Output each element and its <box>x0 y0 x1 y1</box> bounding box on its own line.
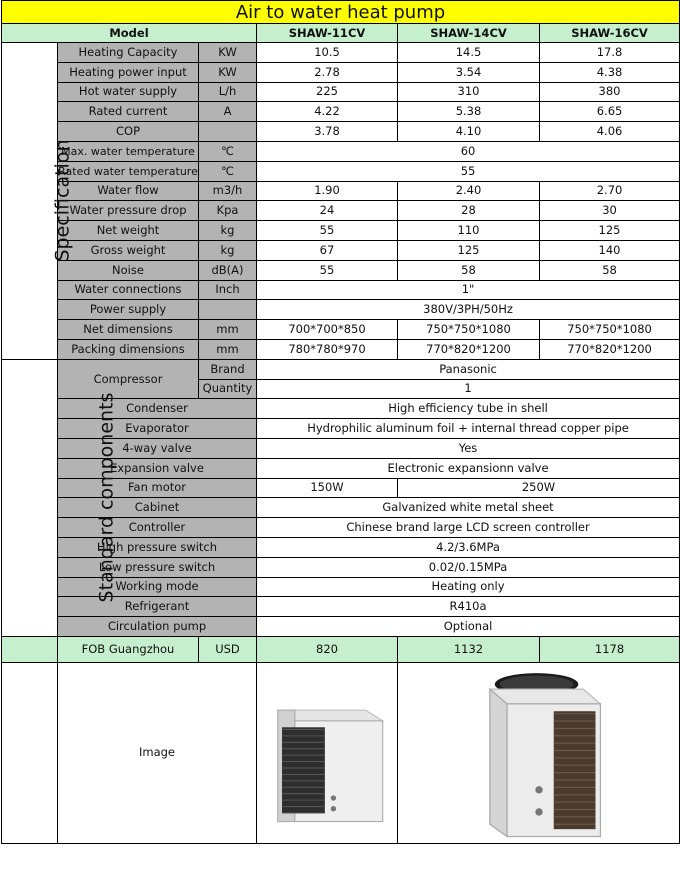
spec-value: 225 <box>257 82 398 102</box>
quantity-label: Quantity <box>199 379 257 399</box>
spec-name: Heating Capacity <box>58 43 199 63</box>
spec-name: Rated water temperature <box>58 161 199 181</box>
component-name: Evaporator <box>58 419 257 439</box>
spec-name: Max. water temperature <box>58 141 199 161</box>
spec-unit: KW <box>199 62 257 82</box>
spec-name: Packing dimensions <box>58 339 199 359</box>
component-name: Low pressure switch <box>58 557 257 577</box>
component-name: High pressure switch <box>58 537 257 557</box>
spec-row <box>2 43 680 63</box>
spec-unit: ℃ <box>199 141 257 161</box>
model-3-header: SHAW-16CV <box>540 24 680 43</box>
image-blank <box>2 662 58 843</box>
spec-value: 55 <box>257 221 398 241</box>
spec-name: Net weight <box>58 221 199 241</box>
spec-value: 28 <box>398 201 540 221</box>
fob-label: FOB Guangzhou <box>58 636 199 662</box>
spec-value: 4.38 <box>540 62 680 82</box>
spec-name: Power supply <box>58 300 199 320</box>
spec-name: Water pressure drop <box>58 201 199 221</box>
component-name: Refrigerant <box>58 597 257 617</box>
spec-value: 58 <box>398 260 540 280</box>
spec-value: 5.38 <box>398 102 540 122</box>
model-1-header: SHAW-11CV <box>257 24 398 43</box>
spec-value: 1.90 <box>257 181 398 201</box>
component-value-merged: 4.2/3.6MPa <box>257 537 680 557</box>
spec-unit: Inch <box>199 280 257 300</box>
heat-pump-unit-image <box>262 678 392 828</box>
spec-value: 6.65 <box>540 102 680 122</box>
fob-price: 820 <box>257 636 398 662</box>
component-value-merged: Galvanized white metal sheet <box>257 498 680 518</box>
spec-name: Water flow <box>58 181 199 201</box>
spec-unit: Kpa <box>199 201 257 221</box>
spec-unit: kg <box>199 240 257 260</box>
component-name: Working mode <box>58 577 257 597</box>
fob-price: 1132 <box>398 636 540 662</box>
fob-blank <box>2 636 58 662</box>
component-value-merged: 0.02/0.15MPa <box>257 557 680 577</box>
component-value-merged: High efficiency tube in shell <box>257 399 680 419</box>
spec-value: 700*700*850 <box>257 320 398 340</box>
spec-row <box>2 280 680 300</box>
spec-unit: L/h <box>199 82 257 102</box>
component-name: Circulation pump <box>58 617 257 637</box>
spec-value: 58 <box>540 260 680 280</box>
spec-value: 780*780*970 <box>257 339 398 359</box>
spec-value-merged: 60 <box>257 141 680 161</box>
component-name: Cabinet <box>58 498 257 518</box>
spec-name: Noise <box>58 260 199 280</box>
section-label-standard-components <box>2 359 118 636</box>
spec-row <box>2 161 680 181</box>
brand-value: Panasonic <box>257 359 680 379</box>
spec-value: 10.5 <box>257 43 398 63</box>
spec-row <box>2 201 680 221</box>
spec-row <box>2 82 680 102</box>
model-2-header: SHAW-14CV <box>398 24 540 43</box>
spec-row <box>2 181 680 201</box>
spec-name: COP <box>58 122 199 142</box>
spec-value: 30 <box>540 201 680 221</box>
component-value-merged: Heating only <box>257 577 680 597</box>
section-label-specification <box>2 43 74 360</box>
product-image-small <box>257 662 398 843</box>
spec-row <box>2 62 680 82</box>
component-value-merged: R410a <box>257 597 680 617</box>
spec-name: Water connections <box>58 280 199 300</box>
model-header: Model <box>2 24 257 43</box>
spec-unit: A <box>199 102 257 122</box>
spec-value: 4.10 <box>398 122 540 142</box>
page-title: Air to water heat pump <box>2 1 680 24</box>
component-name: 4-way valve <box>58 438 257 458</box>
image-label: Image <box>58 662 257 843</box>
spec-row <box>2 122 680 142</box>
spec-value: 125 <box>540 221 680 241</box>
component-name: Condenser <box>58 399 257 419</box>
spec-value: 750*750*1080 <box>398 320 540 340</box>
component-value: 250W <box>398 478 680 498</box>
component-value-merged: Chinese brand large LCD screen controller <box>257 518 680 538</box>
product-image-large <box>398 662 680 843</box>
spec-row <box>2 141 680 161</box>
spec-value: 310 <box>398 82 540 102</box>
spec-unit <box>199 122 257 142</box>
compressor-label: Compressor <box>58 359 199 399</box>
section-label-text: Standard components <box>95 392 118 603</box>
spec-value: 3.54 <box>398 62 540 82</box>
spec-name: Net dimensions <box>58 320 199 340</box>
spec-value-merged: 380V/3PH/50Hz <box>257 300 680 320</box>
section-label-text: Specification <box>51 139 74 262</box>
spec-value: 110 <box>398 221 540 241</box>
image-row <box>2 662 680 843</box>
spec-row <box>2 221 680 241</box>
component-name: Controller <box>58 518 257 538</box>
spec-value: 750*750*1080 <box>540 320 680 340</box>
spec-value: 380 <box>540 82 680 102</box>
spec-unit: mm <box>199 339 257 359</box>
spec-unit: KW <box>199 43 257 63</box>
spec-unit: dB(A) <box>199 260 257 280</box>
heat-pump-unit-image <box>459 667 619 839</box>
spec-value: 17.8 <box>540 43 680 63</box>
spec-name: Heating power input <box>58 62 199 82</box>
spec-value: 4.22 <box>257 102 398 122</box>
spec-row <box>2 300 680 320</box>
component-name: Fan motor <box>58 478 257 498</box>
component-value: 150W <box>257 478 398 498</box>
component-name: Expansion valve <box>58 458 257 478</box>
component-value-merged: Yes <box>257 438 680 458</box>
spec-row <box>2 320 680 340</box>
spec-unit: ℃ <box>199 161 257 181</box>
spec-value: 67 <box>257 240 398 260</box>
spec-value: 24 <box>257 201 398 221</box>
spec-row <box>2 339 680 359</box>
spec-value: 14.5 <box>398 43 540 63</box>
spec-value-merged: 55 <box>257 161 680 181</box>
spec-value: 125 <box>398 240 540 260</box>
component-value-merged: Optional <box>257 617 680 637</box>
spec-value: 770*820*1200 <box>398 339 540 359</box>
spec-unit: m3/h <box>199 181 257 201</box>
spec-value: 2.70 <box>540 181 680 201</box>
component-value-merged: Hydrophilic aluminum foil + internal thread copper pipe <box>257 419 680 439</box>
spec-value: 140 <box>540 240 680 260</box>
component-row <box>2 617 680 637</box>
spec-row <box>2 102 680 122</box>
spec-row <box>2 260 680 280</box>
spec-value: 4.06 <box>540 122 680 142</box>
brand-label: Brand <box>199 359 257 379</box>
spec-name: Rated current <box>58 102 199 122</box>
quantity-value: 1 <box>257 379 680 399</box>
spec-name: Gross weight <box>58 240 199 260</box>
spec-unit: kg <box>199 221 257 241</box>
spec-value-merged: 1" <box>257 280 680 300</box>
compressor-row <box>2 359 680 379</box>
spec-value: 55 <box>257 260 398 280</box>
header-row <box>2 24 680 43</box>
fob-unit: USD <box>199 636 257 662</box>
spec-name: Hot water supply <box>58 82 199 102</box>
spec-unit <box>199 300 257 320</box>
spec-table <box>1 0 680 844</box>
spec-value: 2.78 <box>257 62 398 82</box>
spec-row <box>2 240 680 260</box>
fob-row <box>2 636 680 662</box>
spec-value: 2.40 <box>398 181 540 201</box>
spec-value: 3.78 <box>257 122 398 142</box>
spec-value: 770*820*1200 <box>540 339 680 359</box>
component-value-merged: Electronic expansionn valve <box>257 458 680 478</box>
spec-unit: mm <box>199 320 257 340</box>
fob-price: 1178 <box>540 636 680 662</box>
